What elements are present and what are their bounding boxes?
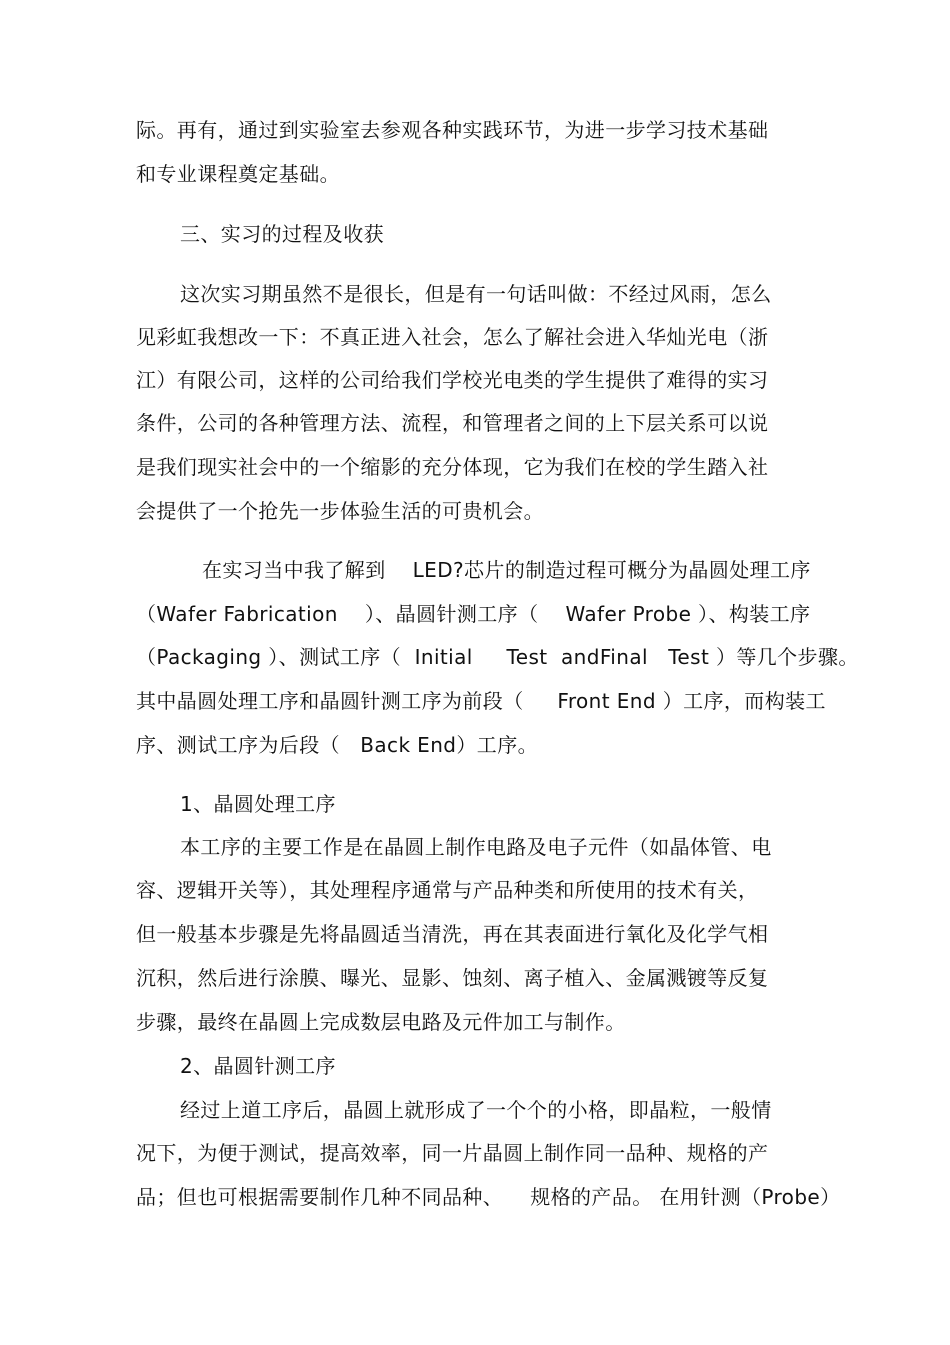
text-line: 品；但也可根据需要制作几种不同品种、 规格的产品。 在用针测（Probe）: [136, 1185, 841, 1209]
subsection-heading: 1、晶圆处理工序: [180, 792, 336, 816]
text-line: 在实习当中我了解到 LED?芯片的制造过程可概分为晶圆处理工序: [202, 558, 811, 582]
text-line: 际。再有，通过到实验室去参观各种实践环节，为进一步学习技术基础: [136, 118, 769, 142]
text-line: 本工序的主要工作是在晶圆上制作电路及电子元件（如晶体管、电: [180, 835, 772, 859]
subsection-heading: 2、晶圆针测工序: [180, 1054, 336, 1078]
text-line: 是我们现实社会中的一个缩影的充分体现，它为我们在校的学生踏入社: [136, 455, 769, 479]
text-line: 这次实习期虽然不是很长，但是有一句话叫做：不经过风雨，怎么: [180, 282, 772, 306]
section-heading: 三、实习的过程及收获: [180, 222, 384, 246]
text-line: 见彩虹我想改一下：不真正进入社会，怎么了解社会进入华灿光电（浙: [136, 325, 769, 349]
text-line: 经过上道工序后，晶圆上就形成了一个个的小格，即晶粒，一般情: [180, 1098, 772, 1122]
text-line: 沉积，然后进行涂膜、曝光、显影、蚀刻、离子植入、金属溅镀等反复: [136, 966, 769, 990]
text-line: 序、测试工序为后段（ Back End）工序。: [136, 733, 538, 757]
text-line: 但一般基本步骤是先将晶圆适当清洗，再在其表面进行氧化及化学气相: [136, 922, 769, 946]
text-line: 条件，公司的各种管理方法、流程，和管理者之间的上下层关系可以说: [136, 411, 769, 435]
text-line: 和专业课程奠定基础。: [136, 162, 340, 186]
text-line: 会提供了一个抢先一步体验生活的可贵机会。: [136, 499, 544, 523]
text-line: 况下，为便于测试，提高效率，同一片晶圆上制作同一品种、规格的产: [136, 1141, 769, 1165]
text-line: 其中晶圆处理工序和晶圆针测工序为前段（ Front End ）工序，而构装工: [136, 689, 826, 713]
text-line: 江）有限公司，这样的公司给我们学校光电类的学生提供了难得的实习: [136, 368, 769, 392]
text-line: 步骤，最终在晶圆上完成数层电路及元件加工与制作。: [136, 1010, 626, 1034]
text-line: 容、逻辑开关等），其处理程序通常与产品种类和所使用的技术有关，: [136, 878, 759, 902]
text-line: （Packaging ）、测试工序（ Initial Test andFinal Test ）等几个步骤。: [136, 645, 859, 669]
text-line: （Wafer Fabrication ）、晶圆针测工序（ Wafer Probe ）、构装工序: [136, 602, 811, 626]
